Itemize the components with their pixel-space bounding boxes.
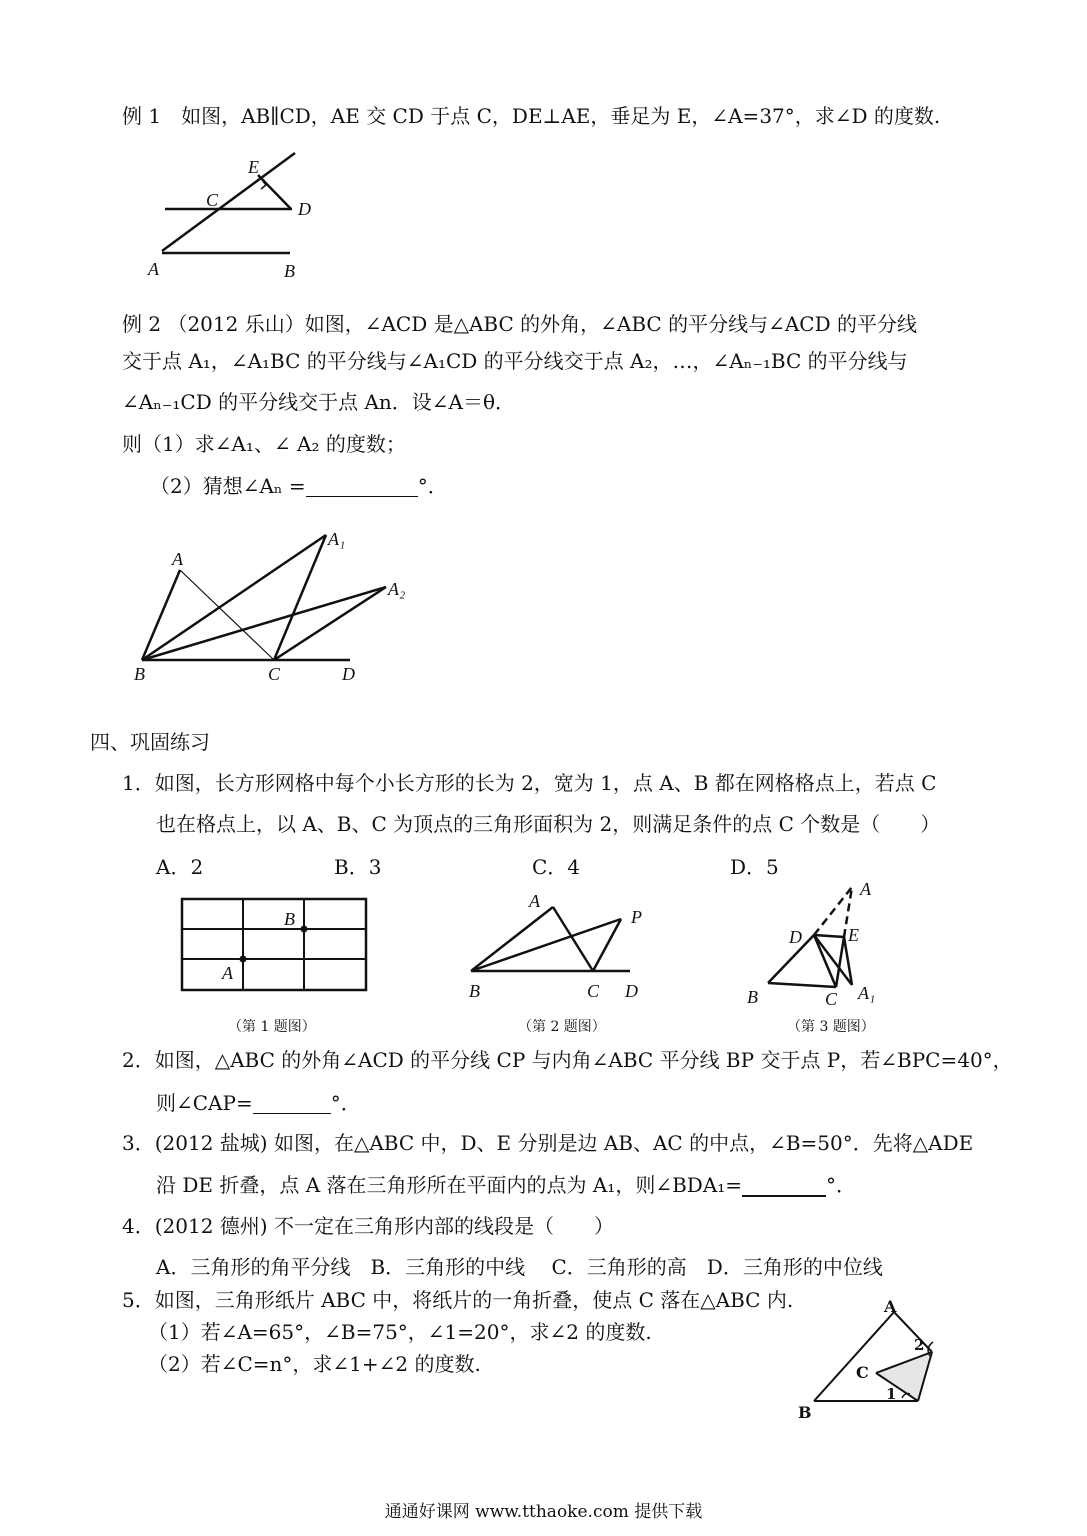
answer-blank[interactable] [742, 1175, 826, 1197]
problem1-option-a: A．2 [156, 855, 204, 879]
problem1-option-b: B．3 [334, 855, 382, 879]
label-b: B [747, 987, 758, 1007]
figure2 [465, 885, 655, 1005]
problem3-line1: 3．(2012 盐城) 如图，在△ABC 中，D、E 分别是边 AB、AC 的中点，∠B=50°．先将△ADE [122, 1131, 974, 1155]
label-a: A [172, 549, 183, 569]
answer-blank[interactable] [253, 1093, 331, 1114]
problem1-option-d: D．5 [730, 855, 779, 879]
example2-figure [130, 525, 420, 685]
label-b: B [284, 261, 295, 281]
figure5 [792, 1298, 972, 1423]
example1-text: 例 1 如图，AB∥CD，AE 交 CD 于点 C，DE⊥AE，垂足为 E，∠A=37°，求∠D 的度数. [122, 104, 941, 128]
q2-prefix: （2）猜想∠Aₙ = [150, 474, 306, 498]
label-b: B [134, 664, 145, 684]
figure2-caption: （第 2 题图） [518, 1019, 606, 1035]
example2-line1: 例 2 （2012 乐山）如图，∠ACD 是△ABC 的外角，∠ABC 的平分线与∠ACD 的平分线 [122, 312, 917, 336]
label-2: 2 [914, 1336, 925, 1354]
problem1-line2: 也在格点上，以 A、B、C 为顶点的三角形面积为 2，则满足条件的点 C 个数是（ ） [156, 812, 941, 836]
label-1: 1 [886, 1385, 897, 1403]
problem2-line2 [156, 1093, 361, 1114]
p2-suffix: °． [330, 1091, 361, 1115]
example2-line2: 交于点 A₁，∠A₁BC 的平分线与∠A₁CD 的平分线交于点 A₂，…，∠Aₙ₋₁BC 的平分线与 [122, 349, 908, 373]
example2-question1: 则（1）求∠A₁、∠ A₂ 的度数； [122, 432, 406, 456]
label-a: A [884, 1297, 897, 1316]
q2-suffix: °． [417, 474, 448, 498]
example2-line3: ∠Aₙ₋₁CD 的平分线交于点 An．设∠A＝θ． [122, 390, 516, 414]
label-a2: A₂ [388, 579, 406, 599]
problem1-line1: 1．如图，长方形网格中每个小长方形的长为 2，宽为 1，点 A、B 都在网格格点上，若点 C [122, 771, 937, 795]
label-d: D [298, 199, 311, 219]
problem5-line1: 5．如图，三角形纸片 ABC 中，将纸片的一角折叠，使点 C 落在△ABC 内. [122, 1288, 794, 1312]
label-d: D [342, 664, 355, 684]
label-b: B [469, 981, 480, 1001]
label-a: A [222, 963, 233, 983]
label-a1: A₁ [328, 529, 346, 549]
section-title: 四、巩固练习 [90, 730, 210, 754]
problem5-question2: （2）若∠C=n°，求∠1+∠2 的度数. [148, 1352, 481, 1376]
label-c: C [825, 989, 838, 1009]
problem3-line2 [156, 1175, 856, 1197]
label-c: C [587, 981, 600, 1001]
footer-text: 通通好课网 www.tthaoke.com 提供下载 [384, 1502, 703, 1522]
problem2-line1: 2．如图，△ABC 的外角∠ACD 的平分线 CP 与内角∠ABC 平分线 BP 交于点 P，若∠BPC=40°， [122, 1048, 1013, 1072]
problem1-option-c: C．4 [532, 855, 581, 879]
problem4-options: A．三角形的角平分线 B．三角形的中线 C．三角形的高 D．三角形的中位线 [156, 1255, 883, 1279]
label-p: P [631, 907, 642, 927]
label-a: A [148, 259, 159, 279]
p3-suffix: °． [826, 1173, 857, 1197]
label-a: A [860, 879, 871, 899]
label-a1: A₁ [858, 983, 876, 1003]
figure1-caption: （第 1 题图） [228, 1019, 316, 1035]
label-e: E [248, 157, 259, 177]
example2-question2 [150, 476, 448, 497]
figure1-grid [180, 897, 370, 995]
label-c: C [206, 190, 219, 210]
problem5-question1: （1）若∠A=65°，∠B=75°，∠1=20°，求∠2 的度数. [148, 1320, 652, 1344]
p3-prefix: 沿 DE 折叠，点 A 落在三角形所在平面内的点为 A₁，则∠BDA₁= [156, 1173, 743, 1197]
answer-blank[interactable] [306, 476, 418, 497]
figure3-caption: （第 3 题图） [787, 1019, 875, 1035]
label-c: C [856, 1363, 869, 1382]
label-b: B [284, 909, 295, 929]
label-d: D [789, 927, 802, 947]
p2-prefix: 则∠CAP= [156, 1091, 253, 1115]
figure3 [742, 875, 902, 1010]
label-e: E [848, 925, 859, 945]
label-b: B [798, 1403, 812, 1422]
example1-figure [140, 145, 340, 285]
label-c: C [268, 664, 281, 684]
label-a: A [529, 891, 540, 911]
label-d: D [625, 981, 638, 1001]
problem4-line1: 4．(2012 德州) 不一定在三角形内部的线段是（ ） [122, 1214, 614, 1238]
